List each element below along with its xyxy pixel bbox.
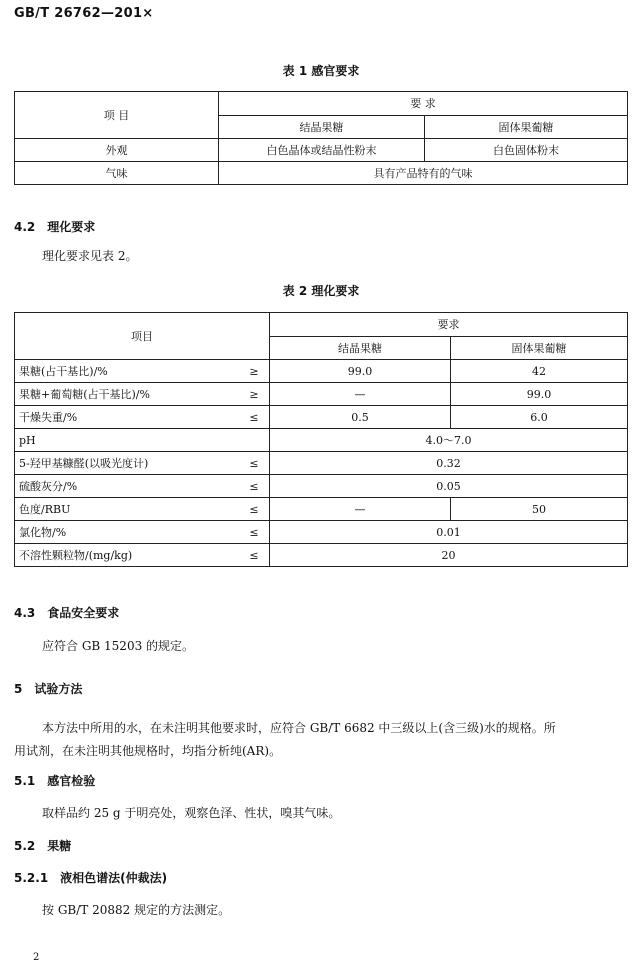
t2-cell-merged: 4.0～7.0 [270,429,628,452]
t2-cell-a: — [270,383,451,406]
t2-cell-merged: 0.05 [270,475,628,498]
t2-cell-symbol: ≤ [239,452,270,475]
section-title: 感官检验 [47,774,96,788]
t1-cell-b: 白色固体粉末 [425,139,628,162]
t2-cell-a: 0.5 [270,406,451,429]
t2-col-item: 项目 [15,313,270,360]
t2-cell-symbol: ≤ [239,406,270,429]
t2-cell-b: 99.0 [451,383,628,406]
t2-cell-b: 42 [451,360,628,383]
t2-cell-item: 硫酸灰分/% [15,475,240,498]
section-number: 4.3 [14,606,36,620]
table-row [15,521,628,544]
table-row [15,475,628,498]
t1-subcol-crystalline-fructose: 结晶果糖 [219,115,425,139]
section-number: 5.2.1 [14,871,49,885]
t2-cell-merged: 20 [270,544,628,567]
t1-col-item: 项 目 [15,92,219,139]
table2-caption: 表 2 理化要求 [282,284,360,298]
t2-cell-b: 50 [451,498,628,521]
section-4-3-text: 应符合 GB 15203 的规定。 [42,639,195,653]
table-row [15,406,628,429]
section-number: 5 [14,682,23,696]
section-title: 果糖 [47,839,72,853]
section-4-3-heading [14,604,119,621]
table-row [15,162,628,185]
t2-cell-symbol: ≤ [239,544,270,567]
t1-subcol-solid-hfcs: 固体果葡糖 [425,115,628,139]
table-row [15,360,628,383]
table2-physicochemical-requirements [14,312,628,567]
t2-subcol-crystalline-fructose: 结晶果糖 [270,336,451,360]
t2-cell-item: pH [15,429,240,452]
table1-caption: 表 1 感官要求 [282,64,360,78]
section-title: 理化要求 [47,220,96,234]
t2-cell-item: 5-羟甲基糠醛(以吸光度计) [15,452,240,475]
t2-cell-item: 干燥失重/% [15,406,240,429]
t1-cell-item: 气味 [15,162,219,185]
t2-cell-symbol: ≤ [239,498,270,521]
section-5-2-heading [14,837,71,854]
section-title: 试验方法 [34,682,83,696]
t2-col-requirement: 要求 [270,313,628,337]
t1-cell-merged: 具有产品特有的气味 [219,162,628,185]
t2-cell-merged: 0.32 [270,452,628,475]
section-5-text-line1: 本方法中所用的水，在未注明其他要求时，应符合 GB/T 6682 中三级以上(含三级)水的规格。所 [42,721,556,735]
t2-cell-item: 果糖(占干基比)/% [15,360,240,383]
section-number: 4.2 [14,220,36,234]
section-number: 5.1 [14,774,36,788]
t2-cell-merged: 0.01 [270,521,628,544]
page-number: 2 [33,952,40,963]
section-5-1-heading [14,772,95,789]
section-title: 液相色谱法(仲裁法) [60,871,168,885]
section-5-1-text: 取样品约 25 g 于明亮处，观察色泽、性状，嗅其气味。 [42,806,341,820]
t2-subcol-solid-hfcs: 固体果葡糖 [451,336,628,360]
t1-cell-item: 外观 [15,139,219,162]
section-5-text-line2: 用试剂，在未注明其他规格时，均指分析纯(AR)。 [14,744,282,758]
t2-cell-symbol [239,429,270,452]
section-4-2-text: 理化要求见表 2。 [42,249,138,263]
t2-cell-item: 果糖+葡萄糖(占干基比)/% [15,383,240,406]
section-title: 食品安全要求 [47,606,120,620]
t2-cell-item: 氯化物/% [15,521,240,544]
table-row [15,429,628,452]
t2-cell-symbol: ≥ [239,360,270,383]
t2-cell-item: 色度/RBU [15,498,240,521]
section-5-2-1-heading [14,869,167,886]
section-number: 5.2 [14,839,36,853]
t1-cell-a: 白色晶体或结晶性粉末 [219,139,425,162]
table-row [15,452,628,475]
table1-sensory-requirements [14,91,628,185]
table-row [15,383,628,406]
section-5-2-1-text: 按 GB/T 20882 规定的方法测定。 [42,903,231,917]
standard-code-header: GB/T 26762—201× [14,6,154,21]
t2-cell-a: — [270,498,451,521]
table-row [15,544,628,567]
t2-cell-item: 不溶性颗粒物/(mg/kg) [15,544,240,567]
t2-cell-symbol: ≤ [239,521,270,544]
t1-col-requirement: 要 求 [219,92,628,116]
table-row [15,498,628,521]
section-5-heading [14,680,82,697]
section-4-2-heading [14,218,95,235]
t2-cell-a: 99.0 [270,360,451,383]
t2-cell-b: 6.0 [451,406,628,429]
table-row [15,139,628,162]
t2-cell-symbol: ≥ [239,383,270,406]
t2-cell-symbol: ≤ [239,475,270,498]
